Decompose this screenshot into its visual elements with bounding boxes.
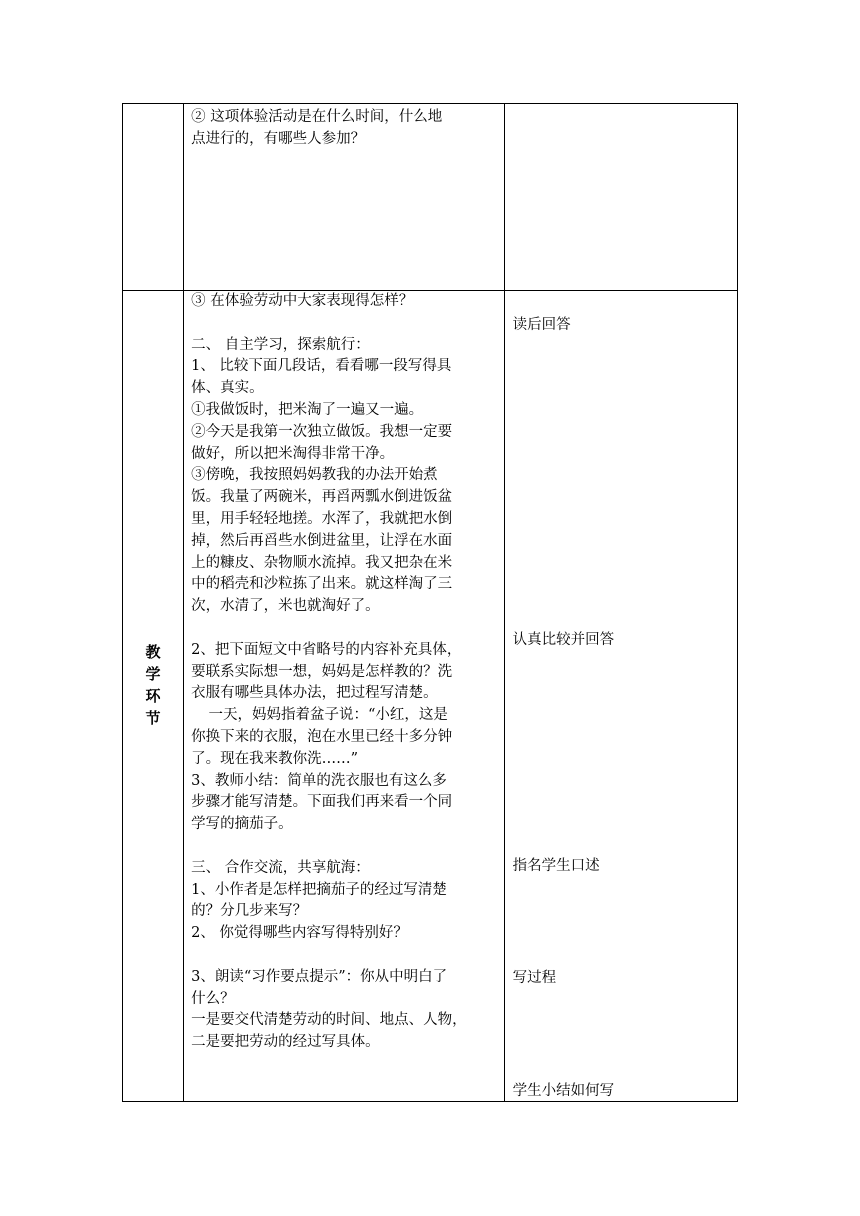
summary-line: 二是要把劳动的经过写具体。 bbox=[191, 1034, 380, 1051]
item-line: 学写的摘茄子。 bbox=[191, 816, 293, 833]
note-compare-answer: 认真比较并回答 bbox=[512, 632, 615, 648]
option-line: ③傍晚，我按照妈妈教我的办法开始煮 bbox=[191, 467, 438, 484]
note-student-summary: 学生小结如何写 bbox=[512, 1083, 615, 1099]
item-line: 1、小作者是怎样把摘茄子的经过写清楚 bbox=[191, 881, 447, 898]
label-cell bbox=[123, 104, 184, 291]
table-row bbox=[123, 104, 738, 291]
item-line: 衣服有哪些具体办法，把过程写清楚。 bbox=[191, 685, 438, 702]
option-line: 里，用手轻轻地搓。水浑了，我就把水倒 bbox=[191, 510, 453, 527]
story-line: 了。现在我来教你洗……” bbox=[191, 750, 359, 767]
label-cell bbox=[123, 291, 184, 1102]
side-label-char: 节 bbox=[145, 709, 161, 727]
item-line: 2、 你觉得哪些内容写得特别好？ bbox=[191, 925, 408, 942]
side-label-char: 学 bbox=[145, 665, 161, 683]
question-line: ② 这项体验活动是在什么时间，什么地 bbox=[191, 109, 443, 125]
item-line: 3、朗读“习作要点提示”：你从中明白了 bbox=[191, 968, 448, 985]
section-2-title: 二、 自主学习，探索航行： bbox=[191, 336, 370, 353]
item-line: 体、真实。 bbox=[191, 380, 264, 397]
question-line: 点进行的，有哪些人参加？ bbox=[191, 130, 366, 147]
item-line: 1、 比较下面几段话，看看哪一段写得具 bbox=[191, 358, 452, 375]
item-line: 2、把下面短文中省略号的内容补充具体， bbox=[191, 641, 462, 658]
option-line: 次，水清了，米也就淘好了。 bbox=[191, 598, 380, 615]
item-line: 步骤才能写清楚。下面我们再来看一个同 bbox=[191, 794, 453, 811]
side-label-teaching-steps bbox=[123, 641, 183, 729]
summary-line: 一是要交代清楚劳动的时间、地点、人物， bbox=[191, 1012, 467, 1029]
side-label-char: 教 bbox=[145, 643, 161, 661]
story-line: 一天，妈妈指着盆子说：“小红，这是 bbox=[208, 707, 448, 724]
option-1: ①我做饭时，把米淘了一遍又一遍。 bbox=[191, 401, 424, 418]
option-line: ②今天是我第一次独立做饭。我想一定要 bbox=[191, 423, 453, 440]
option-line: 掉，然后再舀些水倒进盆里，让浮在水面 bbox=[191, 532, 453, 549]
item-line: 3、教师小结：简单的洗衣服也有这么多 bbox=[191, 772, 447, 789]
notes-cell bbox=[504, 291, 737, 1102]
question-3: ③ 在体验劳动中大家表现得怎样？ bbox=[191, 293, 414, 309]
side-label-char: 环 bbox=[145, 687, 161, 705]
content-cell bbox=[184, 104, 505, 291]
option-line: 饭。我量了两碗米，再舀两瓢水倒进饭盆 bbox=[191, 489, 453, 506]
option-line: 上的糠皮、杂物顺水流掉。我又把杂在米 bbox=[191, 554, 453, 571]
section-3-title: 三、 合作交流，共享航海： bbox=[191, 859, 370, 876]
option-line: 做好，所以把米淘得非常干净。 bbox=[191, 445, 395, 462]
item-line: 要联系实际想一想，妈妈是怎样教的？洗 bbox=[191, 663, 453, 680]
note-oral-narration: 指名学生口述 bbox=[512, 858, 600, 874]
content-cell bbox=[184, 291, 505, 1102]
option-line: 中的稻壳和沙粒拣了出来。就这样淘了三 bbox=[191, 576, 453, 593]
story-line: 你换下来的衣服，泡在水里已经十多分钟 bbox=[191, 728, 453, 745]
lesson-plan-table bbox=[122, 103, 738, 1102]
note-write-process: 写过程 bbox=[512, 970, 557, 986]
item-line: 什么？ bbox=[191, 990, 235, 1007]
note-read-answer: 读后回答 bbox=[512, 317, 571, 333]
notes-cell bbox=[504, 104, 737, 291]
table-row bbox=[123, 291, 738, 1102]
item-line: 的？分几步来写？ bbox=[191, 903, 308, 920]
